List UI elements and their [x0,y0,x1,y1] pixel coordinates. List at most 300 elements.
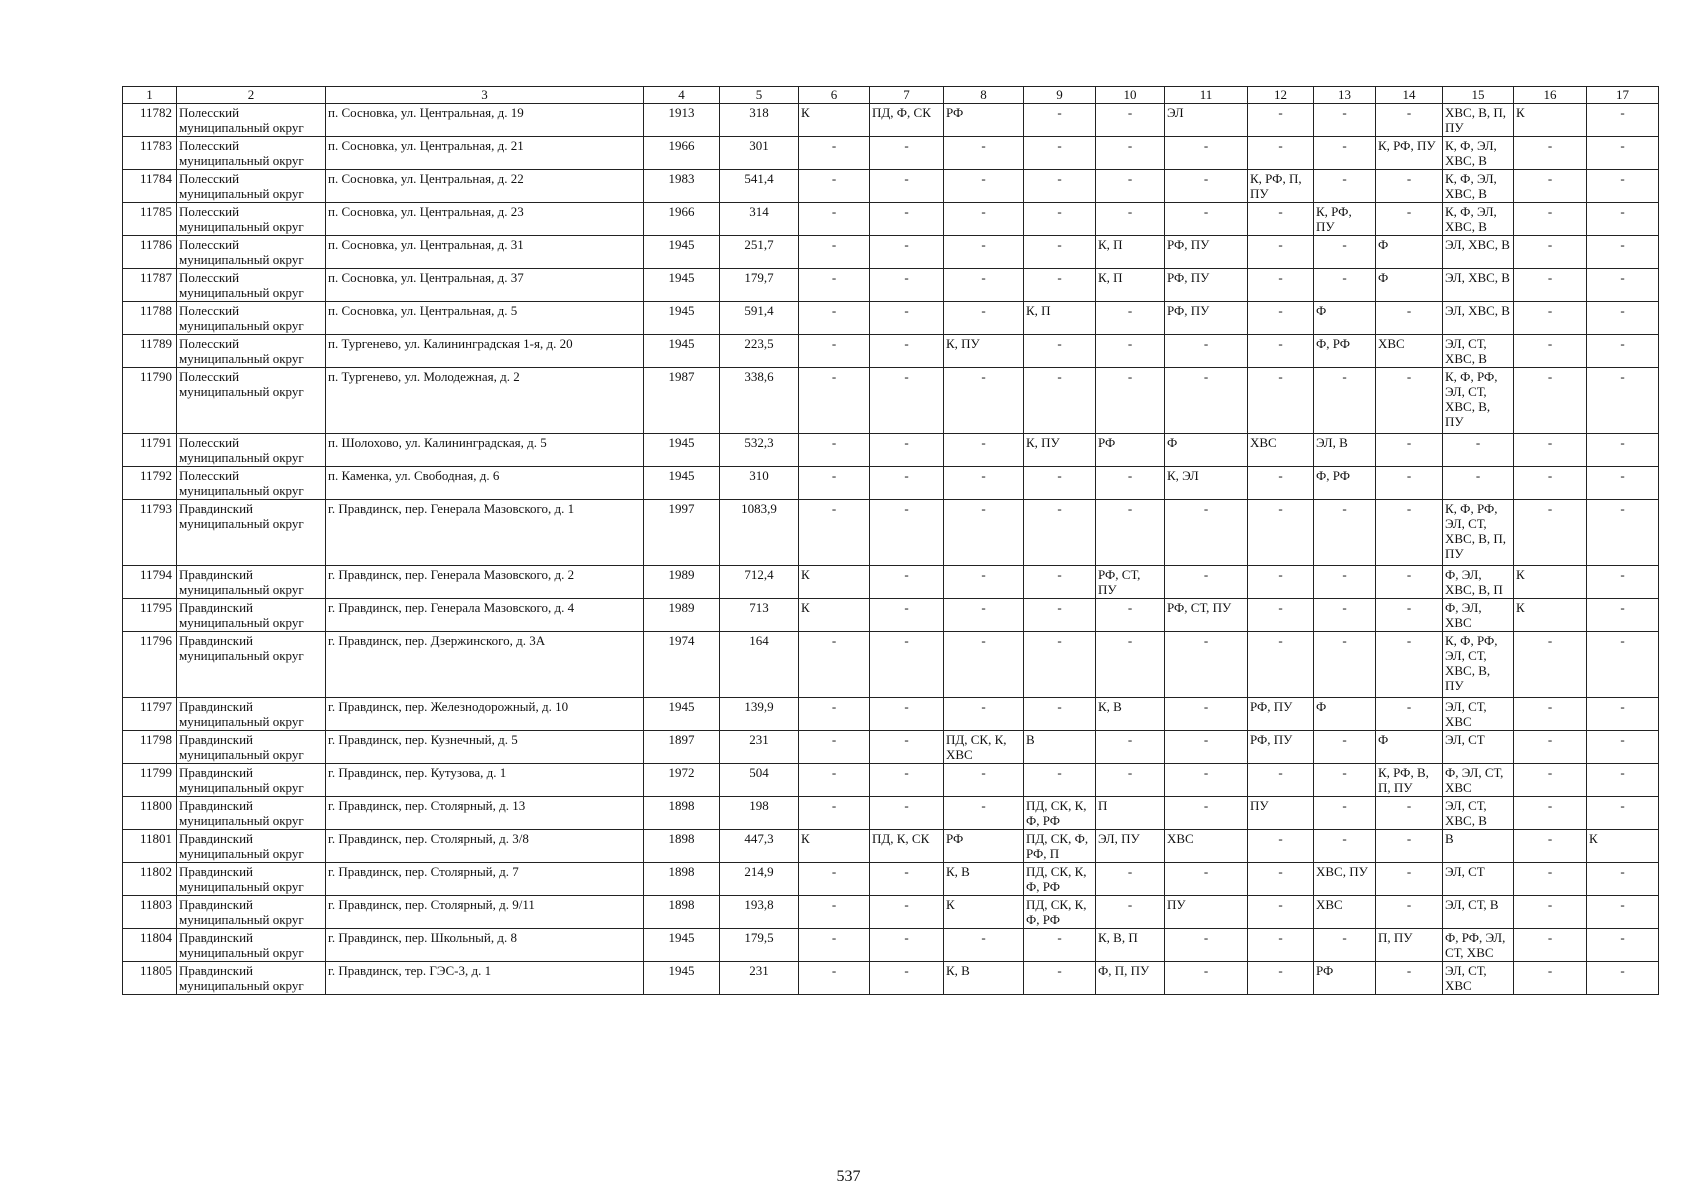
table-cell-col-6: - [799,137,870,170]
table-cell-col-12: - [1248,599,1314,632]
table-cell-col-13: - [1314,368,1376,434]
table-cell-col-2: Полесский муниципальный округ [177,467,326,500]
table-cell-col-16: - [1514,269,1587,302]
table-cell-col-5: 301 [720,137,799,170]
table-cell-col-5: 338,6 [720,368,799,434]
table-cell-col-9: - [1024,500,1096,566]
table-cell-col-7: - [870,170,944,203]
table-cell-col-6: - [799,302,870,335]
table-cell-col-3: г. Правдинск, пер. Генерала Мазовского, д. 1 [326,500,644,566]
table-row [123,599,1659,632]
table-cell-col-11: - [1165,137,1248,170]
table-cell-col-12: ХВС [1248,434,1314,467]
table-cell-col-11: Ф [1165,434,1248,467]
table-cell-col-4: 1945 [644,929,720,962]
table-cell-col-10: - [1096,632,1165,698]
table-cell-col-1: 11795 [123,599,177,632]
document-sheet [122,86,1629,995]
table-cell-col-5: 214,9 [720,863,799,896]
table-cell-col-2: Правдинский муниципальный округ [177,566,326,599]
table-cell-col-16: - [1514,467,1587,500]
table-cell-col-6: - [799,797,870,830]
table-cell-col-16: К [1514,599,1587,632]
table-cell-col-9: - [1024,335,1096,368]
table-cell-col-14: - [1376,434,1443,467]
table-cell-col-8: - [944,368,1024,434]
table-row [123,170,1659,203]
table-cell-col-12: К, РФ, П, ПУ [1248,170,1314,203]
table-cell-col-2: Правдинский муниципальный округ [177,731,326,764]
table-row [123,632,1659,698]
table-cell-col-9: - [1024,764,1096,797]
table-cell-col-5: 179,7 [720,269,799,302]
table-cell-col-6: - [799,500,870,566]
table-cell-col-17: К [1587,830,1659,863]
table-cell-col-13: - [1314,731,1376,764]
table-cell-col-15: К, Ф, РФ, ЭЛ, СТ, ХВС, В, ПУ [1443,368,1514,434]
table-row [123,764,1659,797]
table-cell-col-10: - [1096,764,1165,797]
table-cell-col-7: - [870,434,944,467]
table-cell-col-7: - [870,599,944,632]
table-cell-col-7: - [870,797,944,830]
table-cell-col-7: - [870,236,944,269]
table-cell-col-13: Ф, РФ [1314,335,1376,368]
table-cell-col-12: - [1248,830,1314,863]
table-row [123,368,1659,434]
table-cell-col-9: - [1024,566,1096,599]
table-cell-col-7: - [870,632,944,698]
table-cell-col-17: - [1587,764,1659,797]
table-cell-col-7: - [870,962,944,995]
table-cell-col-10: - [1096,137,1165,170]
table-cell-col-14: - [1376,962,1443,995]
table-cell-col-13: - [1314,137,1376,170]
table-cell-col-4: 1898 [644,797,720,830]
table-cell-col-13: - [1314,566,1376,599]
table-cell-col-3: п. Сосновка, ул. Центральная, д. 19 [326,104,644,137]
table-cell-col-2: Полесский муниципальный округ [177,302,326,335]
table-cell-col-10: П [1096,797,1165,830]
table-cell-col-11: - [1165,698,1248,731]
table-cell-col-4: 1898 [644,863,720,896]
table-cell-col-3: г. Правдинск, пер. Генерала Мазовского, д. 2 [326,566,644,599]
table-cell-col-8: К, В [944,863,1024,896]
table-cell-col-1: 11786 [123,236,177,269]
table-cell-col-3: г. Правдинск, пер. Кузнечный, д. 5 [326,731,644,764]
table-row [123,929,1659,962]
table-cell-col-17: - [1587,302,1659,335]
table-cell-col-3: г. Правдинск, пер. Столярный, д. 13 [326,797,644,830]
table-cell-col-7: - [870,896,944,929]
table-row [123,500,1659,566]
table-cell-col-17: - [1587,566,1659,599]
table-cell-col-11: - [1165,929,1248,962]
table-cell-col-15: - [1443,467,1514,500]
table-cell-col-1: 11788 [123,302,177,335]
table-cell-col-12: - [1248,467,1314,500]
table-cell-col-6: К [799,599,870,632]
table-cell-col-14: - [1376,500,1443,566]
table-cell-col-5: 447,3 [720,830,799,863]
table-cell-col-1: 11787 [123,269,177,302]
table-cell-col-1: 11791 [123,434,177,467]
table-cell-col-16: - [1514,764,1587,797]
table-cell-col-5: 712,4 [720,566,799,599]
table-cell-col-15: ЭЛ, СТ, ХВС, В [1443,335,1514,368]
table-cell-col-15: К, Ф, РФ, ЭЛ, СТ, ХВС, В, ПУ [1443,632,1514,698]
table-cell-col-9: - [1024,104,1096,137]
table-cell-col-6: К [799,830,870,863]
table-cell-col-7: - [870,698,944,731]
table-cell-col-12: РФ, ПУ [1248,731,1314,764]
table-cell-col-3: г. Правдинск, пер. Кутузова, д. 1 [326,764,644,797]
table-cell-col-11: - [1165,632,1248,698]
table-cell-col-12: - [1248,269,1314,302]
table-cell-col-2: Полесский муниципальный округ [177,434,326,467]
table-cell-col-12: - [1248,137,1314,170]
table-cell-col-15: ЭЛ, ХВС, В [1443,269,1514,302]
table-cell-col-12: - [1248,764,1314,797]
table-cell-col-5: 591,4 [720,302,799,335]
table-cell-col-4: 1997 [644,500,720,566]
table-cell-col-12: - [1248,203,1314,236]
column-header-2: 2 [177,87,326,104]
table-cell-col-13: - [1314,599,1376,632]
table-cell-col-17: - [1587,731,1659,764]
table-cell-col-11: РФ, ПУ [1165,302,1248,335]
table-cell-col-17: - [1587,434,1659,467]
table-cell-col-13: - [1314,830,1376,863]
table-cell-col-4: 1945 [644,236,720,269]
page-number: 537 [836,1168,861,1185]
table-cell-col-16: К [1514,566,1587,599]
table-cell-col-14: К, РФ, В, П, ПУ [1376,764,1443,797]
table-cell-col-14: - [1376,302,1443,335]
table-row [123,104,1659,137]
table-cell-col-10: - [1096,335,1165,368]
table-row [123,731,1659,764]
table-cell-col-1: 11797 [123,698,177,731]
table-cell-col-8: - [944,302,1024,335]
table-row [123,269,1659,302]
table-cell-col-17: - [1587,863,1659,896]
table-cell-col-13: Ф, РФ [1314,467,1376,500]
table-cell-col-10: - [1096,863,1165,896]
table-cell-col-4: 1898 [644,896,720,929]
table-cell-col-9: - [1024,599,1096,632]
table-cell-col-2: Правдинский муниципальный округ [177,863,326,896]
table-cell-col-14: Ф [1376,269,1443,302]
table-cell-col-10: - [1096,170,1165,203]
table-cell-col-13: - [1314,236,1376,269]
table-cell-col-3: п. Каменка, ул. Свободная, д. 6 [326,467,644,500]
table-cell-col-17: - [1587,500,1659,566]
table-cell-col-15: ЭЛ, СТ, ХВС, В [1443,797,1514,830]
column-header-15: 15 [1443,87,1514,104]
table-cell-col-15: ЭЛ, ХВС, В [1443,236,1514,269]
table-cell-col-15: Ф, РФ, ЭЛ, СТ, ХВС [1443,929,1514,962]
table-cell-col-12: - [1248,929,1314,962]
table-cell-col-13: - [1314,500,1376,566]
table-cell-col-1: 11794 [123,566,177,599]
table-cell-col-6: К [799,104,870,137]
table-cell-col-9: ПД, СК, К, Ф, РФ [1024,797,1096,830]
table-cell-col-1: 11805 [123,962,177,995]
table-cell-col-10: - [1096,467,1165,500]
table-cell-col-14: - [1376,797,1443,830]
table-cell-col-4: 1972 [644,764,720,797]
table-cell-col-14: ХВС [1376,335,1443,368]
table-cell-col-11: - [1165,203,1248,236]
table-cell-col-4: 1989 [644,566,720,599]
table-cell-col-17: - [1587,467,1659,500]
table-cell-col-2: Полесский муниципальный округ [177,269,326,302]
table-cell-col-4: 1945 [644,467,720,500]
table-cell-col-11: РФ, СТ, ПУ [1165,599,1248,632]
table-cell-col-3: п. Тургенево, ул. Молодежная, д. 2 [326,368,644,434]
table-row [123,896,1659,929]
table-cell-col-10: - [1096,302,1165,335]
table-cell-col-13: - [1314,632,1376,698]
table-body [123,104,1659,995]
table-cell-col-7: - [870,335,944,368]
table-cell-col-4: 1945 [644,434,720,467]
table-cell-col-15: ЭЛ, СТ, В [1443,896,1514,929]
table-cell-col-4: 1897 [644,731,720,764]
table-cell-col-12: - [1248,368,1314,434]
table-cell-col-15: ЭЛ, ХВС, В [1443,302,1514,335]
table-cell-col-13: Ф [1314,302,1376,335]
table-cell-col-1: 11801 [123,830,177,863]
table-cell-col-7: ПД, К, СК [870,830,944,863]
table-cell-col-13: - [1314,797,1376,830]
table-cell-col-1: 11804 [123,929,177,962]
table-cell-col-12: - [1248,566,1314,599]
table-cell-col-17: - [1587,599,1659,632]
table-cell-col-8: - [944,929,1024,962]
column-header-17: 17 [1587,87,1659,104]
table-cell-col-14: - [1376,566,1443,599]
table-cell-col-5: 198 [720,797,799,830]
table-cell-col-2: Правдинский муниципальный округ [177,797,326,830]
table-cell-col-11: РФ, ПУ [1165,269,1248,302]
table-cell-col-14: - [1376,632,1443,698]
table-cell-col-15: ЭЛ, СТ [1443,863,1514,896]
table-cell-col-9: - [1024,368,1096,434]
table-cell-col-11: - [1165,335,1248,368]
table-cell-col-5: 251,7 [720,236,799,269]
table-cell-col-15: К, Ф, ЭЛ, ХВС, В [1443,203,1514,236]
table-cell-col-17: - [1587,896,1659,929]
table-cell-col-12: - [1248,896,1314,929]
table-cell-col-8: - [944,797,1024,830]
table-cell-col-13: - [1314,104,1376,137]
table-cell-col-1: 11793 [123,500,177,566]
table-cell-col-8: - [944,632,1024,698]
table-cell-col-15: ЭЛ, СТ, ХВС [1443,698,1514,731]
table-cell-col-10: - [1096,104,1165,137]
table-cell-col-11: - [1165,962,1248,995]
table-cell-col-8: К [944,896,1024,929]
table-cell-col-5: 314 [720,203,799,236]
table-cell-col-4: 1989 [644,599,720,632]
table-cell-col-8: - [944,236,1024,269]
table-cell-col-8: - [944,269,1024,302]
table-cell-col-16: - [1514,434,1587,467]
table-cell-col-9: К, ПУ [1024,434,1096,467]
table-cell-col-1: 11785 [123,203,177,236]
column-header-1: 1 [123,87,177,104]
table-cell-col-3: г. Правдинск, пер. Генерала Мазовского, д. 4 [326,599,644,632]
column-header-5: 5 [720,87,799,104]
column-header-7: 7 [870,87,944,104]
table-cell-col-4: 1945 [644,698,720,731]
table-cell-col-6: - [799,434,870,467]
table-cell-col-9: - [1024,203,1096,236]
table-cell-col-8: - [944,566,1024,599]
table-cell-col-10: - [1096,368,1165,434]
table-cell-col-16: - [1514,137,1587,170]
table-cell-col-16: - [1514,335,1587,368]
table-cell-col-5: 223,5 [720,335,799,368]
table-cell-col-6: - [799,962,870,995]
table-cell-col-4: 1966 [644,137,720,170]
table-cell-col-9: - [1024,929,1096,962]
table-cell-col-7: - [870,764,944,797]
table-cell-col-5: 231 [720,731,799,764]
table-cell-col-16: - [1514,830,1587,863]
table-cell-col-9: - [1024,137,1096,170]
table-cell-col-7: - [870,863,944,896]
table-cell-col-10: - [1096,599,1165,632]
table-cell-col-5: 1083,9 [720,500,799,566]
table-cell-col-11: ХВС [1165,830,1248,863]
table-cell-col-16: К [1514,104,1587,137]
table-cell-col-11: - [1165,863,1248,896]
table-cell-col-6: К [799,566,870,599]
table-cell-col-17: - [1587,269,1659,302]
column-header-13: 13 [1314,87,1376,104]
table-cell-col-3: г. Правдинск, пер. Дзержинского, д. 3А [326,632,644,698]
table-cell-col-1: 11799 [123,764,177,797]
table-cell-col-7: - [870,500,944,566]
table-cell-col-1: 11800 [123,797,177,830]
table-cell-col-4: 1974 [644,632,720,698]
table-cell-col-10: ЭЛ, ПУ [1096,830,1165,863]
table-cell-col-3: г. Правдинск, пер. Столярный, д. 3/8 [326,830,644,863]
table-cell-col-11: - [1165,731,1248,764]
column-header-11: 11 [1165,87,1248,104]
table-cell-col-15: ХВС, В, П, ПУ [1443,104,1514,137]
table-row [123,698,1659,731]
table-cell-col-10: - [1096,731,1165,764]
table-cell-col-10: К, В [1096,698,1165,731]
table-cell-col-11: - [1165,368,1248,434]
table-cell-col-11: - [1165,500,1248,566]
table-cell-col-9: - [1024,962,1096,995]
table-cell-col-17: - [1587,203,1659,236]
table-cell-col-2: Полесский муниципальный округ [177,137,326,170]
table-cell-col-2: Полесский муниципальный округ [177,170,326,203]
table-cell-col-15: К, Ф, РФ, ЭЛ, СТ, ХВС, В, П, ПУ [1443,500,1514,566]
table-cell-col-13: - [1314,170,1376,203]
column-header-9: 9 [1024,87,1096,104]
table-cell-col-12: - [1248,500,1314,566]
table-cell-col-5: 231 [720,962,799,995]
table-cell-col-6: - [799,929,870,962]
table-cell-col-1: 11784 [123,170,177,203]
column-header-14: 14 [1376,87,1443,104]
table-cell-col-5: 310 [720,467,799,500]
table-cell-col-15: В [1443,830,1514,863]
table-cell-col-8: - [944,500,1024,566]
table-cell-col-4: 1987 [644,368,720,434]
table-cell-col-14: - [1376,698,1443,731]
table-cell-col-1: 11792 [123,467,177,500]
table-cell-col-2: Правдинский муниципальный округ [177,764,326,797]
table-cell-col-7: - [870,368,944,434]
table-cell-col-10: - [1096,896,1165,929]
table-cell-col-14: - [1376,203,1443,236]
table-cell-col-6: - [799,170,870,203]
column-header-10: 10 [1096,87,1165,104]
table-cell-col-17: - [1587,698,1659,731]
table-cell-col-8: - [944,698,1024,731]
table-cell-col-1: 11790 [123,368,177,434]
table-cell-col-1: 11789 [123,335,177,368]
table-cell-col-13: ЭЛ, В [1314,434,1376,467]
table-cell-col-15: Ф, ЭЛ, ХВС [1443,599,1514,632]
table-cell-col-14: Ф [1376,731,1443,764]
table-cell-col-15: К, Ф, ЭЛ, ХВС, В [1443,170,1514,203]
table-cell-col-2: Полесский муниципальный округ [177,335,326,368]
table-cell-col-1: 11798 [123,731,177,764]
table-cell-col-17: - [1587,929,1659,962]
table-cell-col-15: Ф, ЭЛ, ХВС, В, П [1443,566,1514,599]
table-cell-col-5: 504 [720,764,799,797]
table-row [123,797,1659,830]
table-cell-col-14: Ф [1376,236,1443,269]
table-cell-col-10: К, В, П [1096,929,1165,962]
table-cell-col-9: - [1024,467,1096,500]
table-cell-col-13: ХВС [1314,896,1376,929]
table-cell-col-5: 179,5 [720,929,799,962]
table-cell-col-3: п. Сосновка, ул. Центральная, д. 5 [326,302,644,335]
table-cell-col-8: К, В [944,962,1024,995]
table-cell-col-2: Полесский муниципальный округ [177,104,326,137]
table-header-row [123,87,1659,104]
column-header-6: 6 [799,87,870,104]
table-cell-col-1: 11782 [123,104,177,137]
table-cell-col-16: - [1514,797,1587,830]
table-cell-col-14: - [1376,863,1443,896]
table-cell-col-13: - [1314,764,1376,797]
table-cell-col-8: - [944,764,1024,797]
table-cell-col-3: п. Сосновка, ул. Центральная, д. 37 [326,269,644,302]
table-cell-col-11: ЭЛ [1165,104,1248,137]
table-cell-col-11: ПУ [1165,896,1248,929]
table-cell-col-2: Правдинский муниципальный округ [177,929,326,962]
table-cell-col-7: - [870,566,944,599]
table-cell-col-12: РФ, ПУ [1248,698,1314,731]
table-cell-col-16: - [1514,368,1587,434]
table-cell-col-8: - [944,137,1024,170]
table-cell-col-4: 1966 [644,203,720,236]
table-cell-col-8: РФ [944,104,1024,137]
table-cell-col-8: - [944,170,1024,203]
table-cell-col-3: п. Сосновка, ул. Центральная, д. 23 [326,203,644,236]
